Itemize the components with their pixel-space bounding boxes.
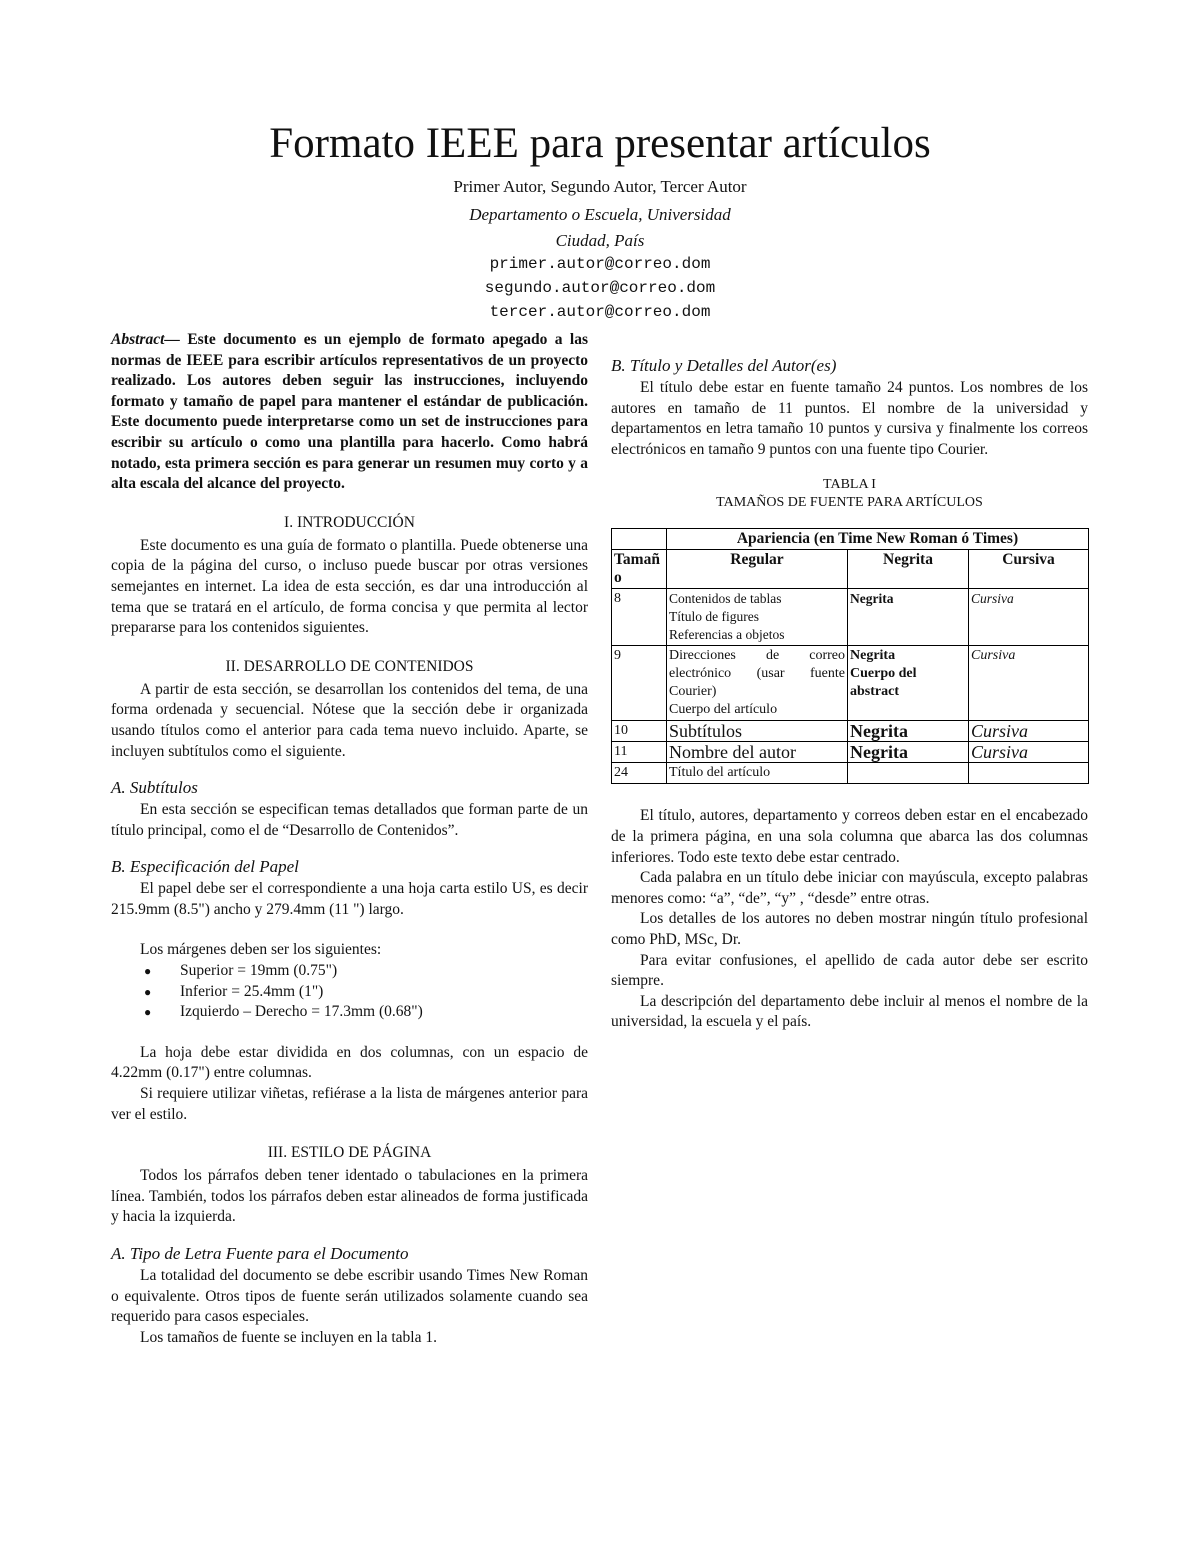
table-row <box>612 550 1089 589</box>
subheading-tipo-letra: A. Tipo de Letra Fuente para el Documento <box>111 1244 409 1263</box>
table-cell: 10 <box>612 721 667 742</box>
header-regular: Regular <box>667 550 848 589</box>
table-cell: Cursiva <box>969 589 1089 646</box>
subheading-titulo-autor: B. Título y Detalles del Autor(es) <box>611 356 837 375</box>
table-row <box>612 646 1089 721</box>
email-3: tercer.autor@correo.dom <box>489 303 711 321</box>
table-row <box>612 763 1089 784</box>
right-column <box>611 355 1088 1033</box>
font-size-table <box>611 528 1089 784</box>
subheading-subtitulos: A. Subtítulos <box>111 778 198 798</box>
section-heading-desarrollo: II. DESARROLLO DE CONTENIDOS <box>225 657 474 675</box>
bullets-paragraph: Si requiere utilizar viñetas, refiérase a la lista de márgenes anterior para ver el estilo. <box>111 1085 588 1123</box>
tipo-letra-paragraph-2: Los tamaños de fuente se incluyen en la tabla 1. <box>140 1328 437 1346</box>
intro-paragraph: Este documento es una guía de formato o plantilla. Puede obtenerse una copia de la página del curso, o incluso puede buscar por otras versiones semejantes en internet. La idea de esta sección, es dar una introducción al tema que se tratará en el artículo, de forma concisa y que permita al lector prepararse para los contenidos siguientes. <box>111 536 588 637</box>
table-cell <box>969 763 1089 784</box>
list-item: ● Inferior = 25.4mm (1") <box>144 982 588 1003</box>
table-row <box>612 742 1089 763</box>
closing-paragraph-2: Cada palabra en un título debe iniciar con mayúscula, excepto palabras menores como: “a”, “de”, “y” , “desde” entre otras. <box>611 869 1088 907</box>
table-cell: Contenidos de tablas Título de figures Referencias a objetos <box>667 589 848 646</box>
header-italic: Cursiva <box>969 550 1089 589</box>
table-cell: Negrita <box>848 589 969 646</box>
paper-title: Formato IEEE para presentar artículos <box>269 120 931 167</box>
margins-list <box>111 961 588 1023</box>
table-cell: Cursiva <box>969 721 1089 742</box>
abstract-text: Este documento es un ejemplo de formato apegado a las normas de IEEE para escribir artículos representativos de un proyecto realizado. Los autores deben seguir las instrucciones, incluyendo formato y tamaño de papel para mantener el estándar de publicación. Este documento puede interpretarse como un set de instrucciones para escribir su artículo o como una plantilla para hacerlo. Como habrá notado, esta primera sección es para generar un resumen muy corto y a alta escala del alcance del proyecto. <box>111 331 589 493</box>
bullet-icon: ● <box>144 964 152 979</box>
table-cell: Direcciones de correo electrónico (usar fuente Courier) Cuerpo del artículo <box>667 646 848 721</box>
list-item: ● Izquierdo – Derecho = 17.3mm (0.68") <box>144 1002 588 1023</box>
email-2: segundo.autor@correo.dom <box>484 279 716 297</box>
section-heading-intro: I. INTRODUCCIÓN <box>284 513 415 531</box>
table-cell: 9 <box>612 646 667 721</box>
email-1: primer.autor@correo.dom <box>489 255 711 273</box>
closing-paragraph-3: Los detalles de los autores no deben mostrar ningún título profesional como PhD, MSc, Dr. <box>611 910 1088 948</box>
table-cell: Cursiva <box>969 646 1089 721</box>
department: Departamento o Escuela, Universidad <box>469 205 731 224</box>
desarrollo-paragraph: A partir de esta sección, se desarrollan los contenidos del tema, de una forma ordenada y secuencial. Nótese que la sección debe ir organizada usando títulos como el anterior para cada tema nuevo incluido. Aparte, se incluyen subtítulos como el siguiente. <box>111 680 588 760</box>
bullet-icon: ● <box>144 984 152 999</box>
columns-paragraph: La hoja debe estar dividida en dos columnas, con un espacio de 4.22mm (0.17") entre columnas. <box>111 1043 588 1082</box>
table-cell: Nombre del autor <box>667 742 848 763</box>
table-row <box>612 529 1089 550</box>
abstract <box>111 330 588 495</box>
papel-paragraph: El papel debe ser el correspondiente a una hoja carta estilo US, es decir 215.9mm (8.5") ancho y 279.4mm (11 ") largo. <box>111 880 588 918</box>
table-cell: Subtítulos <box>667 721 848 742</box>
header-size: Tamaño <box>612 550 667 589</box>
table-row <box>612 721 1089 742</box>
bullet-icon: ● <box>144 1005 152 1020</box>
closing-paragraph-5: La descripción del departamento debe incluir al menos el nombre de la universidad, la escuela y el país. <box>611 992 1088 1031</box>
table-number: TABLA I <box>823 477 876 493</box>
closing-paragraph-1: El título, autores, departamento y correos deben estar en el encabezado de la primera página, en una sola columna que abarca las dos columnas inferiores. Todo este texto debe estar centrado. <box>611 807 1088 866</box>
table-cell: Cursiva <box>969 742 1089 763</box>
margins-intro: Los márgenes deben ser los siguientes: <box>140 941 382 959</box>
table-cell: Negrita <box>848 742 969 763</box>
table-cell: Negrita Cuerpo del abstract <box>848 646 969 721</box>
table-caption <box>611 476 1088 512</box>
table-row <box>612 589 1089 646</box>
header-bold: Negrita <box>848 550 969 589</box>
list-item: ● Superior = 19mm (0.75") <box>144 961 588 982</box>
table-cell <box>848 763 969 784</box>
abstract-label: Abstract— <box>111 331 180 348</box>
table-title: TAMAÑOS DE FUENTE PARA ARTÍCULOS <box>716 495 983 511</box>
closing-paragraph-4: Para evitar confusiones, el apellido de cada autor debe ser escrito siempre. <box>611 951 1088 990</box>
author-list: Primer Autor, Segundo Autor, Tercer Autor <box>453 177 747 196</box>
table-cell: Título del artículo <box>667 763 848 784</box>
section-heading-estilo: III. ESTILO DE PÁGINA <box>267 1144 432 1162</box>
table-cell: 8 <box>612 589 667 646</box>
table-cell: 11 <box>612 742 667 763</box>
tipo-letra-paragraph: La totalidad del documento se debe escribir usando Times New Roman o equivalente. Otros tipos de fuente serán utilizados solamente cuando sea requerido para casos especiales. <box>111 1267 588 1326</box>
city-country: Ciudad, País <box>555 231 645 250</box>
table-cell: 24 <box>612 763 667 784</box>
estilo-paragraph: Todos los párrafos deben tener identado o tabulaciones en la primera línea. También, todos los párrafos deben estar alineados de forma justificada y hacia la izquierda. <box>111 1167 588 1226</box>
table-cell: Negrita <box>848 721 969 742</box>
table-group-header: Apariencia (en Time New Roman ó Times) <box>667 529 1089 550</box>
left-column <box>111 330 588 1348</box>
subtitulos-paragraph: En esta sección se especifican temas detallados que forman parte de un título principal, como el de “Desarrollo de Contenidos”. <box>111 801 588 839</box>
subheading-papel: B. Especificación del Papel <box>111 857 299 877</box>
email-list <box>0 252 1200 324</box>
titulo-autor-paragraph: El título debe estar en fuente tamaño 24 puntos. Los nombres de los autores en tamaño de 11 puntos. El nombre de la universidad y departamentos en letra tamaño 10 puntos y cursiva y finalmente los correos electrónicos en tamaño 9 puntos con una fuente tipo Courier. <box>611 379 1088 458</box>
